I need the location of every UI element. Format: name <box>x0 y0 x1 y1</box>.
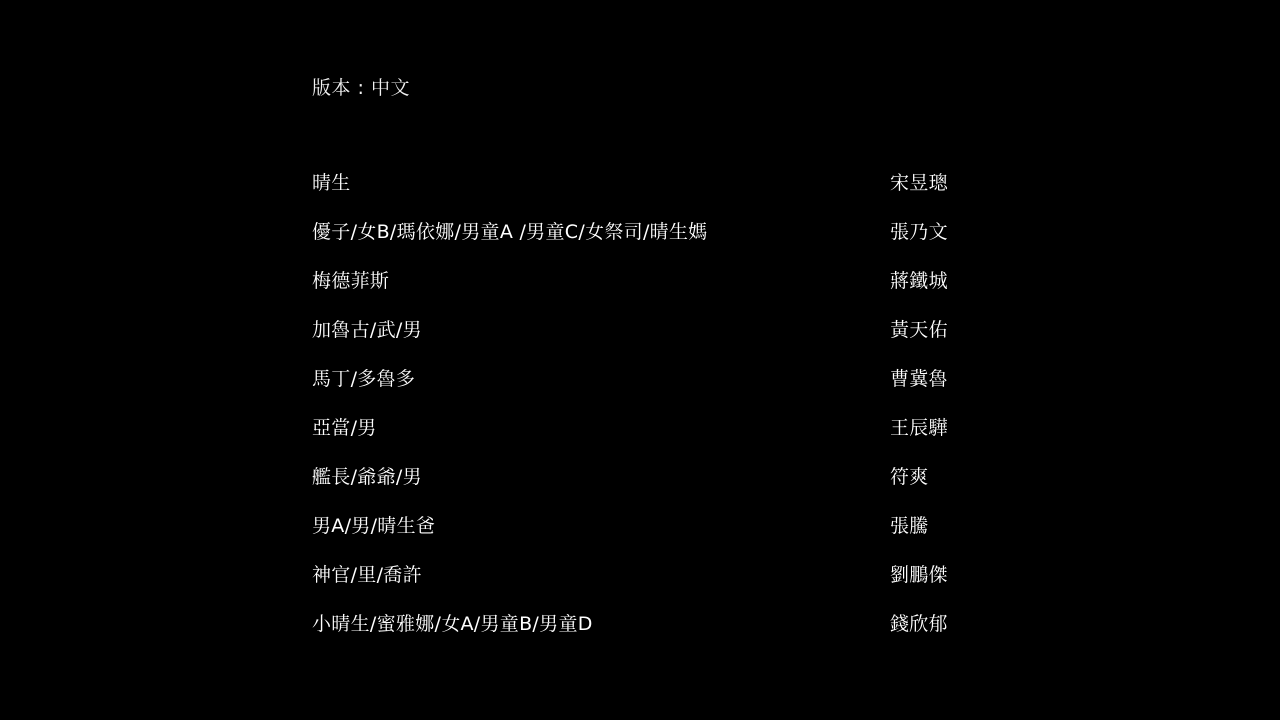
credit-role: 優子/女B/瑪依娜/男童A /男童C/女祭司/晴生媽 <box>312 221 708 243</box>
credit-row <box>312 366 992 415</box>
credit-role: 加魯古/武/男 <box>312 319 422 341</box>
credit-row <box>312 562 992 611</box>
credit-role: 男A/男/晴生爸 <box>312 515 436 537</box>
credit-role: 小晴生/蜜雅娜/女A/男童B/男童D <box>312 613 593 635</box>
credit-row <box>312 464 992 513</box>
credit-row <box>312 170 992 219</box>
credit-row <box>312 268 992 317</box>
credit-name: 王辰驊 <box>890 417 948 439</box>
credit-role: 艦長/爺爺/男 <box>312 466 422 488</box>
credit-row <box>312 219 992 268</box>
credit-row <box>312 611 992 660</box>
credit-name: 蔣鐵城 <box>890 270 948 292</box>
credit-row <box>312 317 992 366</box>
credit-role: 亞當/男 <box>312 417 377 439</box>
credit-role: 神官/里/喬許 <box>312 564 422 586</box>
credit-name: 張乃文 <box>890 221 948 243</box>
credit-role: 梅德菲斯 <box>312 270 390 292</box>
credit-name: 錢欣郁 <box>890 613 948 635</box>
credits-list <box>312 170 992 660</box>
credit-role: 晴生 <box>312 172 351 194</box>
credit-name: 宋昱璁 <box>890 172 948 194</box>
credit-name: 曹冀魯 <box>890 368 948 390</box>
credit-row <box>312 415 992 464</box>
credit-name: 符爽 <box>890 466 929 488</box>
credit-name: 黃天佑 <box>890 319 948 341</box>
credit-name: 劉鵬傑 <box>890 564 948 586</box>
credit-row <box>312 513 992 562</box>
credit-role: 馬丁/多魯多 <box>312 368 416 390</box>
credit-name: 張騰 <box>890 515 929 537</box>
version-label: 版本 : 中文 <box>312 77 410 99</box>
